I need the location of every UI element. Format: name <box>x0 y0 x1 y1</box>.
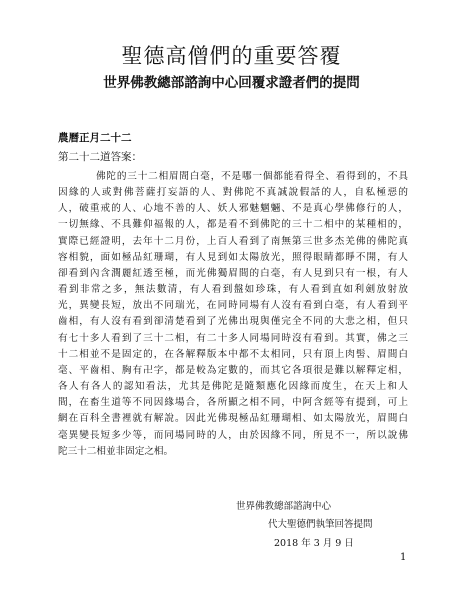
page-number: 1 <box>400 552 407 563</box>
answer-body <box>58 169 408 460</box>
body-line: 毫、平齒相、胸有卍字，都是較為定數的，而其它各項很是難以解釋定相， <box>58 364 408 376</box>
body-line: 陀三十二相並非固定之相。 <box>58 445 174 457</box>
body-line: 卻看到內含潤麗紅透至極，而光佛獨眉間的白毫，有人見到只有一根，有人 <box>58 267 408 279</box>
body-line: 十二相並不是固定的，在各解釋版本中都不太相同，只有頂上肉髻、眉間白 <box>58 348 408 360</box>
body-line: 實際已經證明，去年十二月份，上百人看到了南無第三世多杰羌佛的佛陀真 <box>58 235 408 247</box>
body-line: 看到非常之多，無法數清，有人看到盤如珍珠，有人看到直如利劍放射放 <box>58 284 408 296</box>
signature-team: 代大聖德們執筆回答提問 <box>268 519 373 530</box>
body-line: 各人有各人的認知看法，尤其是佛陀是隨類應化因緣而度生，在天上和人 <box>58 381 408 393</box>
body-line: 毫異變長短多少等，而同場同時的人，由於因緣不同，所見不一，所以說佛 <box>58 429 408 441</box>
document-title: 聖德高僧們的重要答覆 <box>121 44 342 68</box>
answer-label: 第二十二道答案： <box>58 151 142 163</box>
body-line: 光，異變長短，放出不同瑞光，在同時同場有人沒有看到白毫，有人看到平 <box>58 300 408 312</box>
lunar-date-heading: 農曆正月二十二 <box>58 132 132 144</box>
document-subtitle: 世界佛教總部諮詢中心回覆求證者們的提問 <box>103 75 360 91</box>
signature-date: 2018 年 3 月 9 日 <box>274 538 354 549</box>
body-line: 齒相，有人沒有看到卻清楚看到了光佛出現與僅完全不同的大悲之相，但只 <box>58 316 408 328</box>
body-line: 一切無緣、不具難仰福報的人，都是看不到佛陀的三十二相中的某種相的， <box>58 219 408 231</box>
body-line: 間，在畜生道等不同因緣場合，各所顯之相不同，中阿含經等有提到，可上 <box>58 397 408 409</box>
body-line: 人，破重戒的人、心地不善的人、妖人邪魅魍魎、不是真心學佛修行的人， <box>58 203 408 215</box>
body-line: 容相貌，面如極品紅珊瑚，有人見到如太陽放光，照得眼睛都睜不開，有人 <box>58 251 408 263</box>
signature-organization: 世界佛教總部諮詢中心 <box>236 501 332 512</box>
body-line: 有七十多人看到了三十二相，有二十多人同場同時沒有看到。其實，佛之三 <box>58 332 408 344</box>
body-line: 佛陀的三十二相眉間白毫，不是哪一個都能看得全、看得到的，不具 <box>96 171 408 182</box>
body-line: 因緣的人或對佛菩薩打妄語的人、對佛陀不真誠說假話的人，自私極惡的 <box>58 187 408 199</box>
body-line: 網在百科全書裡就有解說。因此光佛現極品紅珊瑚相、如太陽放光，眉間白 <box>58 413 408 425</box>
